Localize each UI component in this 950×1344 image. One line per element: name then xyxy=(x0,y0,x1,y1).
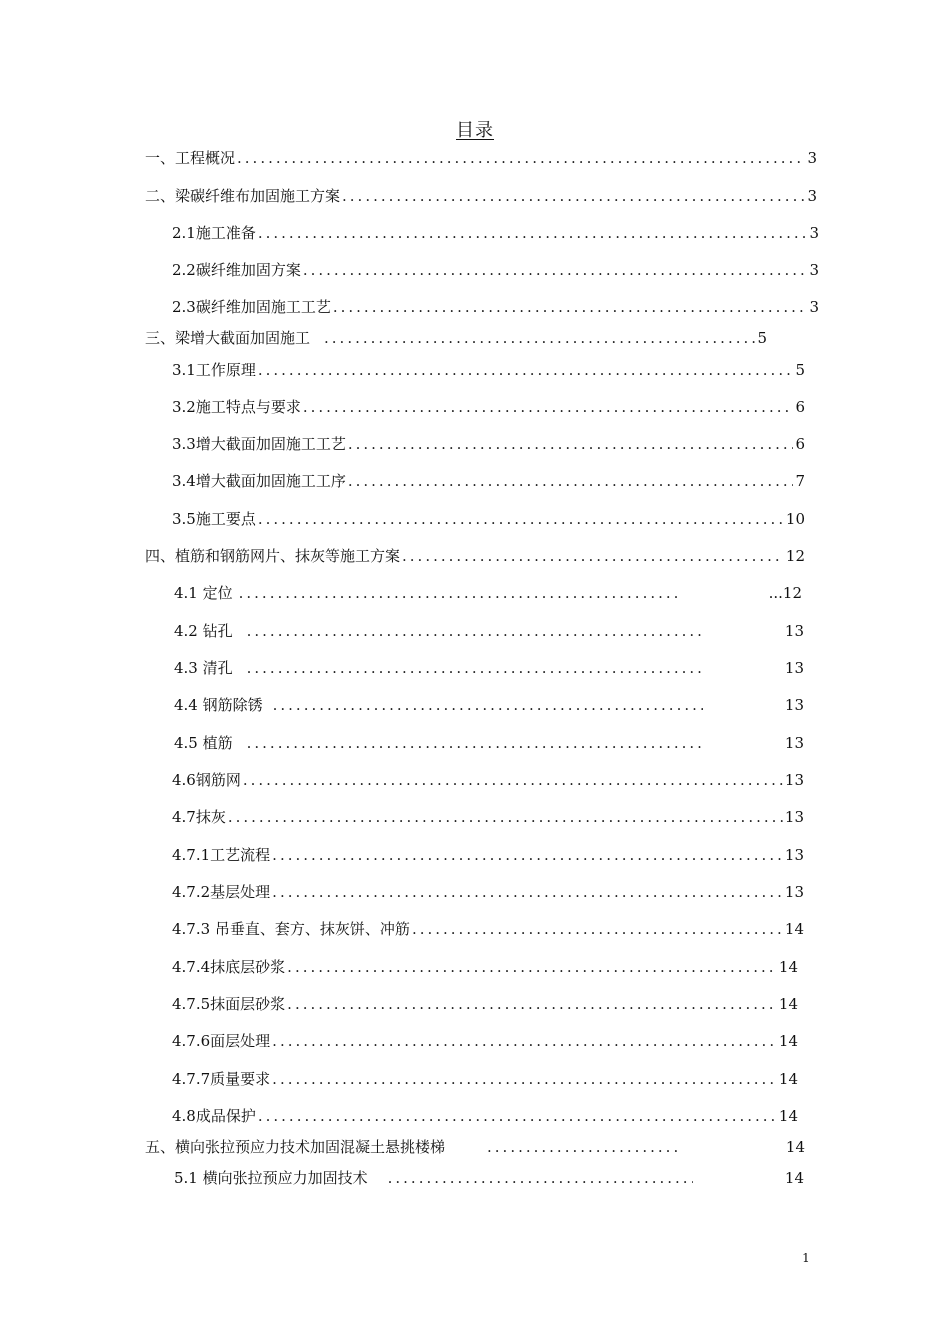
leader-dots xyxy=(258,507,784,531)
toc-entry[interactable] xyxy=(172,955,798,979)
toc-entry[interactable] xyxy=(172,880,804,904)
leader-dots xyxy=(247,619,705,643)
toc-entry-page: 14 xyxy=(778,1032,798,1050)
leader-dots xyxy=(272,1029,777,1053)
toc-entry-page: 14 xyxy=(778,958,798,976)
toc-entry-label: 4.5 植筋 xyxy=(174,734,233,752)
toc-entry-label: 4.4 钢筋除锈 xyxy=(174,696,263,714)
toc-entry-page: 13 xyxy=(784,771,804,789)
leader-dots xyxy=(273,693,703,717)
toc-entry-page: 14 xyxy=(784,920,804,938)
leader-dots xyxy=(237,146,805,170)
toc-entry-label: 四、植筋和钢筋网片、抹灰等施工方案 xyxy=(145,547,401,565)
toc-entry[interactable] xyxy=(172,843,804,867)
toc-entry-label: 2.1施工准备 xyxy=(172,224,256,242)
toc-entry-page: 7 xyxy=(795,472,805,490)
leader-dots xyxy=(243,768,783,792)
toc-entry-label: 4.7.7质量要求 xyxy=(172,1070,271,1088)
toc-entry-label: 4.7.4抹底层砂浆 xyxy=(172,958,286,976)
toc-entry-page: 13 xyxy=(784,808,804,826)
toc-entry-label: 3.3增大截面加固施工工艺 xyxy=(172,435,346,453)
toc-entry-label: 4.8成品保护 xyxy=(172,1107,256,1125)
toc-entry-label: 2.2碳纤维加固方案 xyxy=(172,261,301,279)
toc-entry-label: 3.5施工要点 xyxy=(172,510,256,528)
leader-dots xyxy=(388,1166,693,1190)
toc-entry[interactable] xyxy=(172,258,819,282)
toc-entry[interactable] xyxy=(172,805,804,829)
toc-entry-label: 4.7.6面层处理 xyxy=(172,1032,271,1050)
leader-dots xyxy=(258,358,794,382)
toc-entry-page: 3 xyxy=(807,187,817,205)
toc-entry[interactable] xyxy=(174,656,804,680)
toc-entry-label: 二、梁碳纤维布加固施工方案 xyxy=(145,187,341,205)
toc-entry-label: 3.1工作原理 xyxy=(172,361,256,379)
toc-entry[interactable] xyxy=(172,768,804,792)
toc-entry-label: 4.1 定位 xyxy=(174,584,233,602)
leader-dots xyxy=(324,326,755,350)
toc-entry-page: 13 xyxy=(784,696,804,714)
toc-entry-page: 13 xyxy=(784,622,804,640)
leader-dots xyxy=(333,295,808,319)
toc-entry-label: 4.2 钻孔 xyxy=(174,622,233,640)
leader-dots xyxy=(487,1135,677,1159)
toc-entry-label: 一、工程概况 xyxy=(145,149,236,167)
toc-entry-label: 4.7.1工艺流程 xyxy=(172,846,271,864)
toc-entry[interactable] xyxy=(145,544,805,568)
toc-entry-label: 3.2施工特点与要求 xyxy=(172,398,301,416)
leader-dots xyxy=(272,880,783,904)
toc-entry-page: 14 xyxy=(778,1107,798,1125)
toc-entry[interactable] xyxy=(172,221,819,245)
toc-entry-label: 三、梁增大截面加固施工 xyxy=(145,329,311,347)
toc-entry-page: ...12 xyxy=(768,584,802,602)
toc-entry[interactable] xyxy=(172,395,805,419)
toc-entry[interactable] xyxy=(145,326,767,350)
leader-dots xyxy=(247,656,705,680)
toc-entry-page: 14 xyxy=(785,1138,805,1156)
toc-entry-page: 3 xyxy=(809,298,819,316)
leader-dots xyxy=(228,805,783,829)
toc-entry[interactable] xyxy=(174,619,804,643)
toc-entry-label: 2.3碳纤维加固施工工艺 xyxy=(172,298,331,316)
leader-dots xyxy=(239,581,679,605)
toc-entry-page: 13 xyxy=(784,734,804,752)
toc-entry[interactable] xyxy=(172,1067,798,1091)
toc-entry-label: 4.7抹灰 xyxy=(172,808,226,826)
leader-dots xyxy=(342,184,805,208)
toc-entry-page: 3 xyxy=(809,224,819,242)
toc-entry[interactable] xyxy=(172,358,805,382)
toc-entry-page: 5 xyxy=(795,361,805,379)
leader-dots xyxy=(303,395,794,419)
toc-entry[interactable] xyxy=(172,469,805,493)
toc-entry-label: 4.3 清孔 xyxy=(174,659,233,677)
toc-entry-label: 3.4增大截面加固施工工序 xyxy=(172,472,346,490)
toc-entry[interactable] xyxy=(174,1166,804,1190)
leader-dots xyxy=(412,917,783,941)
toc-entry-page: 14 xyxy=(784,1169,804,1187)
toc-entry[interactable] xyxy=(174,731,804,755)
toc-entry-label: 4.7.2基层处理 xyxy=(172,883,271,901)
toc-entry[interactable] xyxy=(174,693,804,717)
toc-entry-label: 五、横向张拉预应力技术加固混凝土悬挑楼梯 xyxy=(145,1138,446,1156)
leader-dots xyxy=(247,731,705,755)
toc-entry[interactable] xyxy=(145,146,817,170)
toc-entry-page: 14 xyxy=(778,1070,798,1088)
leader-dots xyxy=(348,432,794,456)
leader-dots xyxy=(258,221,808,245)
toc-entry[interactable] xyxy=(172,992,798,1016)
toc-entry-page: 13 xyxy=(784,883,804,901)
toc-entry[interactable] xyxy=(172,917,804,941)
toc-entry-page: 6 xyxy=(795,435,805,453)
toc-entry[interactable] xyxy=(174,581,802,605)
leader-dots xyxy=(348,469,794,493)
toc-entry[interactable] xyxy=(145,1135,805,1159)
toc-entry-label: 4.6钢筋网 xyxy=(172,771,241,789)
toc-entry[interactable] xyxy=(172,1104,798,1128)
toc-entry[interactable] xyxy=(172,432,805,456)
toc-entry-page: 3 xyxy=(807,149,817,167)
leader-dots xyxy=(272,1067,777,1091)
toc-entry-page: 10 xyxy=(785,510,805,528)
leader-dots xyxy=(272,843,783,867)
page-number: 1 xyxy=(802,1251,810,1265)
toc-entry-label: 4.7.3 吊垂直、套方、抹灰饼、冲筋 xyxy=(172,920,410,938)
toc-title: 目录 xyxy=(456,120,494,141)
toc-entry-page: 6 xyxy=(795,398,805,416)
leader-dots xyxy=(303,258,808,282)
toc-entry-page: 5 xyxy=(757,329,767,347)
toc-entry[interactable] xyxy=(172,295,819,319)
toc-entry[interactable] xyxy=(145,184,817,208)
toc-entry[interactable] xyxy=(172,1029,798,1053)
toc-entry-label: 5.1 横向张拉预应力加固技术 xyxy=(174,1169,368,1187)
leader-dots xyxy=(287,955,777,979)
toc-entry-page: 13 xyxy=(784,846,804,864)
toc-entry[interactable] xyxy=(172,507,805,531)
toc-entry-label: 4.7.5抹面层砂浆 xyxy=(172,995,286,1013)
leader-dots xyxy=(258,1104,777,1128)
toc-entry-page: 3 xyxy=(809,261,819,279)
toc-entry-page: 13 xyxy=(784,659,804,677)
toc-entry-page: 12 xyxy=(785,547,805,565)
leader-dots xyxy=(287,992,777,1016)
leader-dots xyxy=(402,544,784,568)
toc-entry-page: 14 xyxy=(778,995,798,1013)
